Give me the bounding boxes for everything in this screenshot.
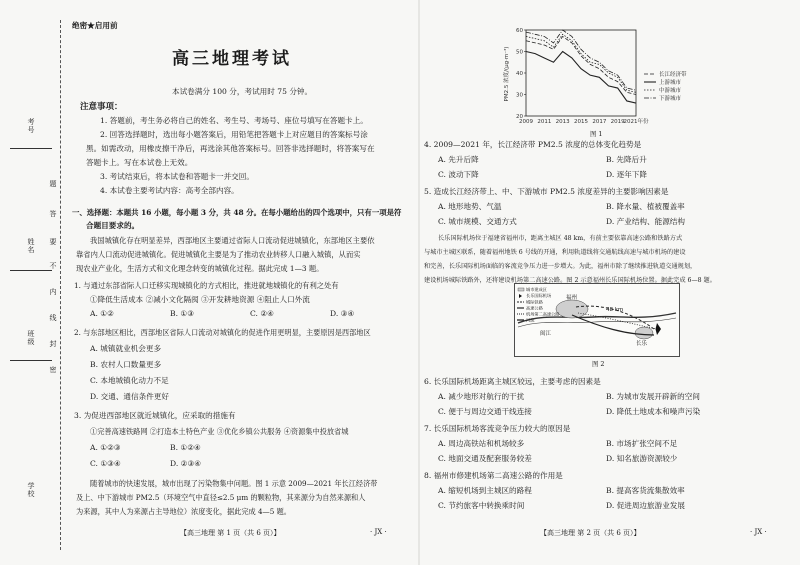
exam-no-blank <box>10 148 52 149</box>
q6-option-d[interactable]: D. 降低土地成本和噪声污染 <box>606 407 701 416</box>
section-heading-cont: 合题目要求的。 <box>86 221 140 230</box>
material-line: 靠省内人口流动促进城镇化。促进城镇化主要是为了推动农业转移人口融入城镇，从而实 <box>76 250 361 259</box>
chart-y-tick-label: 30 <box>516 92 523 99</box>
pm25-line-chart <box>502 26 736 130</box>
material-line: 及上、中下游城市 PM2.5（环境空气中直径≤2.5 μm 的颗粒物，其来源分为自然来源和人 <box>76 493 366 502</box>
school-label: 学校 <box>27 482 35 498</box>
footer-page-label: 【高三地理 第 2 页（共 6 页）】 <box>540 529 641 537</box>
q7-option-b[interactable]: B. 市场扩张空间不足 <box>606 439 678 448</box>
q1-option-b[interactable]: B. ①③ <box>170 309 195 318</box>
secrecy-label: 绝密★启用前 <box>72 21 118 30</box>
q6-option-c[interactable]: C. 便于与周边交通干线连接 <box>438 407 532 416</box>
note-line: 答题卡上。写在本试卷上无效。 <box>86 158 193 167</box>
note-line: 2. 回答选择题时，选出每小题答案后，用铅笔把答题卡上对应题目的答案标号涂 <box>100 130 368 139</box>
chart-legend-label: 长江经济带 <box>659 72 687 78</box>
legend-label: 城际铁路 <box>526 299 543 305</box>
legend-label: 城市建成区 <box>526 287 547 292</box>
chart-series-line <box>526 30 636 90</box>
line-marker: 线 <box>49 314 57 322</box>
legend-label: 机场第二高速公路 <box>526 311 560 317</box>
q7-option-a[interactable]: A. 周边高铁站和机场较多 <box>438 439 525 448</box>
class-blank <box>10 360 52 361</box>
q1-option-c[interactable]: C. ②④ <box>250 309 274 318</box>
q8-option-b[interactable]: B. 提高客货流集散效率 <box>606 486 685 495</box>
seal-marker: 封 <box>49 340 57 348</box>
map-distance-label: 48 km <box>606 307 624 313</box>
changle-built-up-area <box>635 327 653 339</box>
exam-no-label: 考号 <box>27 118 35 134</box>
footer-page-label: 【高三地理 第 1 页（共 6 页）】 <box>180 529 281 537</box>
class-label: 班级 <box>27 330 35 346</box>
q7-option-d[interactable]: D. 知名旅游资源较少 <box>606 454 678 463</box>
q4-option-d[interactable]: D. 逐年下降 <box>606 170 648 179</box>
note-line: 黑。如需改动，用橡皮擦干净后，再选涂其他答案标号。回答非选择题时，将答案写在 <box>86 144 375 153</box>
material-line: 长乐国际机场位于福建省福州市，距离主城区 48 km，有前主要依靠高速公路和铁路方式 <box>438 235 683 242</box>
figure-1-caption: 图 1 <box>590 130 603 138</box>
chart-x-tick-label: 2011 <box>537 119 552 125</box>
footer-code: · JX · <box>750 528 767 536</box>
figure-2-caption: 图 2 <box>592 360 605 368</box>
material-line: 随着城市的快速发展，城市出现了污染物集中问题。图 1 示意 2009—2021 年长江经济带 <box>90 479 378 488</box>
q3-statements: ①完善高速铁路网 ②打造本土特色产业 ③优化乡镇公共服务 ④资源集中投放省城 <box>90 427 349 436</box>
chart-x-tick-label: 2019 <box>610 119 625 125</box>
material-line: 为来源，其中人为来源占主导地位）浓度变化，据此完成 4—5 题。 <box>76 507 291 516</box>
q8-option-d[interactable]: D. 促进周边旅游业发展 <box>606 501 685 510</box>
chart-ylabel: PM2.5 浓度/(μg·m⁻³) <box>504 46 510 102</box>
question-1: 1. 与通过东部省际人口迁移实现城镇化的方式相比，推进就地城镇化的有利之处有 <box>74 281 339 290</box>
question-4: 4. 2009—2021 年，长江经济带 PM2.5 浓度的总体变化趋势是 <box>424 140 642 149</box>
legend-label: 长乐国际机场 <box>526 293 552 298</box>
q7-option-c[interactable]: C. 地面交通及配套服务较差 <box>438 454 532 463</box>
question-2: 2. 与东部地区相比，西部地区省际人口流动对城镇化的促进作用更明显，主要原因是西部地区 <box>74 328 371 337</box>
material-line: 与城市主城区联系，随着福州地铁 6 号线的开通，利用轨道线将交通航线高速与城市机场的建设 <box>424 249 686 256</box>
footer-code: · JX · <box>370 528 387 536</box>
map-place-changle: 长乐 <box>636 341 648 347</box>
q3-option-b[interactable]: B. ①②④ <box>170 443 201 452</box>
chart-x-tick-label: 2009 <box>519 119 533 125</box>
answer-marker: 答 <box>49 210 57 218</box>
right-page <box>420 0 800 565</box>
legend-swatch-built-up <box>518 288 524 291</box>
chart-y-tick-label: 20 <box>516 114 523 120</box>
question-5: 5. 造成长江经济带上、中、下游城市 PM2.5 浓度差异的主要影响因素是 <box>424 187 669 196</box>
q2-option-d[interactable]: D. 交通、通信条件更好 <box>90 392 169 401</box>
question-3: 3. 为促进西部地区就近城镇化，应采取的措施有 <box>74 411 236 420</box>
page-title: 高三地理考试 <box>172 49 292 69</box>
q2-option-c[interactable]: C. 本地城镇化动力不足 <box>90 376 169 385</box>
q2-option-a[interactable]: A. 城镇就业机会更多 <box>90 344 162 353</box>
chart-series-line <box>526 34 636 92</box>
material-line: 和完善，长乐国际机场面临的客流竞争压力进一步增大。为此，福州市除了继续推进轨道交通规划， <box>424 263 697 270</box>
airport-location-map <box>514 283 680 357</box>
note-line: 3. 考试结束后，将本试卷和答题卡一并交回。 <box>100 172 254 181</box>
q5-option-a[interactable]: A. 地形地势、气温 <box>438 202 502 211</box>
material-line: 建设机场城际铁路外，还将建设机场第二高速公路。图 2 示意福州长乐国际机场位置。据此完成 6—8 题。 <box>424 277 716 284</box>
q6-option-a[interactable]: A. 减少地形对航行的干扰 <box>438 392 525 401</box>
question-7: 7. 长乐国际机场客流竞争压力较大的原因是 <box>424 424 571 433</box>
chart-x-tick-label: 2017 <box>592 119 607 125</box>
question-8: 8. 福州市修建机场第二高速公路的作用是 <box>424 471 563 480</box>
q5-option-d[interactable]: D. 产业结构、能源结构 <box>606 217 685 226</box>
name-label: 姓名 <box>27 238 35 254</box>
note-line: 4. 本试卷主要考试内容：高考全部内容。 <box>100 186 239 195</box>
map-river-minjiang: 闽江 <box>540 331 552 337</box>
q1-option-a[interactable]: A. ①② <box>90 309 114 318</box>
no-marker: 不 <box>49 262 57 270</box>
chart-y-tick-label: 50 <box>516 49 523 56</box>
question-6: 6. 长乐国际机场距离主城区较远，主要考虑的因素是 <box>424 377 601 386</box>
chart-legend-label: 中游城市 <box>659 88 682 94</box>
q8-option-a[interactable]: A. 缩短机场到主城区的路程 <box>438 486 532 495</box>
material-line: 我国城镇化存在明显差异，西部地区主要通过省际人口流动促进城镇化，东部地区主要依 <box>90 236 375 245</box>
q4-option-c[interactable]: C. 波动下降 <box>438 170 479 179</box>
chart-x-tick-label: 2015 <box>574 119 588 125</box>
q1-option-d[interactable]: D. ③④ <box>330 309 355 318</box>
chart-x-tick-label: 2021年份 <box>623 119 649 125</box>
q6-option-b[interactable]: B. 为城市发展开辟新的空间 <box>606 392 700 401</box>
q4-option-b[interactable]: B. 先降后升 <box>606 155 647 164</box>
note-line: 1. 答题前，考生务必将自己的姓名、考生号、考场号、座位号填写在答题卡上。 <box>100 116 368 125</box>
chart-series-line <box>526 36 636 94</box>
q1-statements: ①降低生活成本 ②减小文化隔阂 ③开发耕地资源 ④阻止人口外流 <box>90 295 310 304</box>
chart-legend-label: 下游城市 <box>659 96 682 102</box>
inside-marker: 内 <box>49 288 57 296</box>
section-heading: 一、选择题：本题共 16 小题，每小题 3 分，共 48 分。在每小题给出的四个选项中，只有一项是符 <box>72 208 402 217</box>
legend-label: 河流 <box>526 317 535 323</box>
legend-label: 高速公路 <box>526 305 543 311</box>
chart-plot-frame <box>526 30 636 116</box>
exam-info: 本试卷满分 100 分，考试用时 75 分钟。 <box>172 87 313 96</box>
q3-option-c[interactable]: C. ①③④ <box>90 459 121 468</box>
q3-option-a[interactable]: A. ①②③ <box>90 443 121 452</box>
chart-y-tick-label: 60 <box>516 28 523 34</box>
map-place-fuzhou: 福州 <box>566 295 578 301</box>
secret-marker: 密 <box>49 366 57 374</box>
q2-option-b[interactable]: B. 农村人口数量更多 <box>90 360 162 369</box>
topic-marker: 题 <box>49 180 57 188</box>
material-line: 现农业产业化，生活方式和文化理念转变的城镇化过程。据此完成 1—3 题。 <box>76 264 324 273</box>
chart-x-tick-label: 2013 <box>555 119 570 125</box>
chart-legend-label: 上游城市 <box>659 80 682 86</box>
q3-option-d[interactable]: D. ②③④ <box>170 459 202 468</box>
q5-option-c[interactable]: C. 城市规模、交通方式 <box>438 217 517 226</box>
name-blank <box>10 270 52 271</box>
q5-option-b[interactable]: B. 降水量、植被覆盖率 <box>606 202 685 211</box>
q4-option-a[interactable]: A. 先升后降 <box>438 155 479 164</box>
no-answer-marker: 要 <box>49 238 57 246</box>
chart-y-tick-label: 40 <box>516 71 523 77</box>
binding-dashed-line <box>60 20 61 550</box>
q8-option-c[interactable]: C. 节约旅客中转换乘时间 <box>438 501 525 510</box>
notes-heading: 注意事项： <box>80 102 123 112</box>
